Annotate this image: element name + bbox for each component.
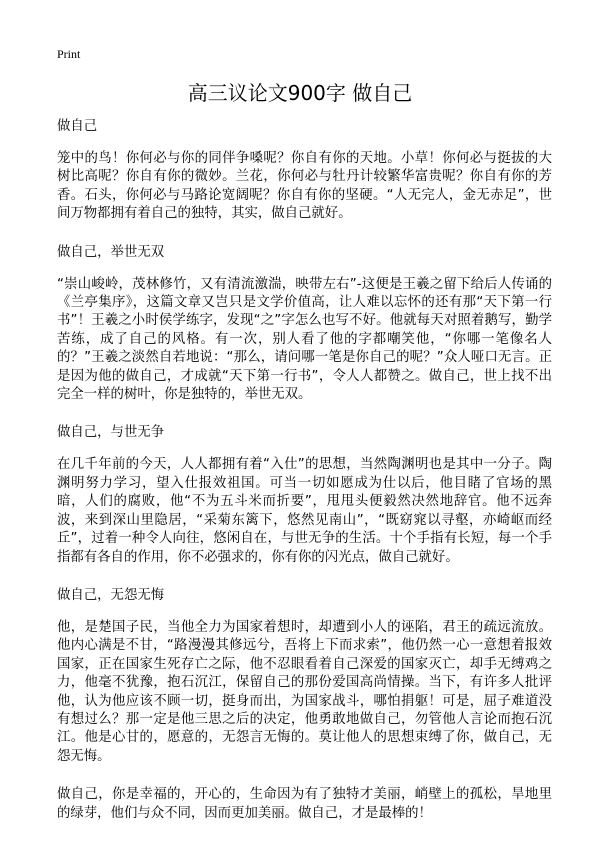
conclusion-paragraph: 做自己，你是幸福的，开心的，生命因为有了独特才美丽，峭壁上的孤松，旱地里的绿芽，他们与众不同，因而更加美丽。做自己，才是最棒的！: [57, 787, 552, 821]
section-paragraph: 他，是楚国子民，当他全力为国家着想时，却遭到小人的诬陷，君王的疏远流放。他内心满是不甘，“路漫漫其修远兮，吾将上下而求索”，他仍然一心一意想着报效国家，正在国家生死存亡之际，他不忍眼看着自己深爱的国家灭亡，却手无缚鸡之力，他毫不犹豫，抱石沉江，保留自己的那份爱国高尚情操。当下，有许多人批评他，认为他应该不顾一切，挺身而出，为国家战斗，哪怕捐躯！可是，屈子难道没有想过么？那一定是他三思之后的决定，他勇敢地做自己，勿管他人言论而抱石沉江。他是心甘的，愿意的，无怨言无悔的。莫让他人的思想束缚了你，做自己，无怨无悔。: [57, 619, 552, 764]
document-title: 高三议论文900字 做自己: [187, 81, 413, 105]
print-link[interactable]: Print: [57, 47, 81, 61]
section-heading: 做自己，与世无争: [57, 425, 165, 441]
section-paragraph: 笼中的鸟！你何必与你的同伴争嗓呢？你自有你的天地。小草！你何必与挺拔的大树比高呢？你自有你的微妙。兰花，你何必与牡丹计较繁华富贵呢？你自有你的芳香。石头，你何必与马路论宽阔呢？你自有你的坚硬。“人无完人，金无赤足”，世间万物都拥有着自己的独特，其实，做自己就好。: [57, 151, 552, 222]
section-heading: 做自己，无怨无悔: [57, 587, 165, 603]
section-paragraph: 在几千年前的今天，人人都拥有着“入仕”的思想，当然陶渊明也是其中一分子。陶渊明努力学习，望入仕报效祖国。可当一切如愿成为仕以后，他目睹了官场的黑暗，人们的腐败，他“不为五斗米而折要”，甩甩头便毅然决然地辞官。他不远奔波，来到深山里隐居，“采菊东篱下，悠然见南山”，“既窈窕以寻壑，亦崎岖而经丘”，过着一种令人向往，悠闲自在，与世无争的生活。十个手指有长短，每一个手指都有各自的作用，你不必强求的，你有你的闪光点，做自己就好。: [57, 457, 552, 565]
section-paragraph: “崇山峻岭，茂林修竹，又有清流激湍，映带左右”-这便是王羲之留下给后人传诵的《兰亭集序》，这篇文章又岂只是文学价值高，让人难以忘怀的还有那“天下第一行书”！王羲之小时侯学练字，发现“之”字怎么也写不好。他就每天对照着鹅写，勤学苦练，成了自己的风格。有一次，别人看了他的字都嘲笑他，“你哪一笔像名人的？”王羲之淡然自若地说：“那么，请问哪一笔是你自己的呢？”众人哑口无言。正是因为他的做自己，才成就“天下第一行书”，令人人都赞之。做自己，世上找不出完全一样的树叶，你是独特的，举世无双。: [57, 276, 552, 403]
article-body: [57, 118, 552, 843]
section-heading: 做自己，举世无双: [57, 244, 165, 260]
section-heading: 做自己: [57, 119, 98, 134]
